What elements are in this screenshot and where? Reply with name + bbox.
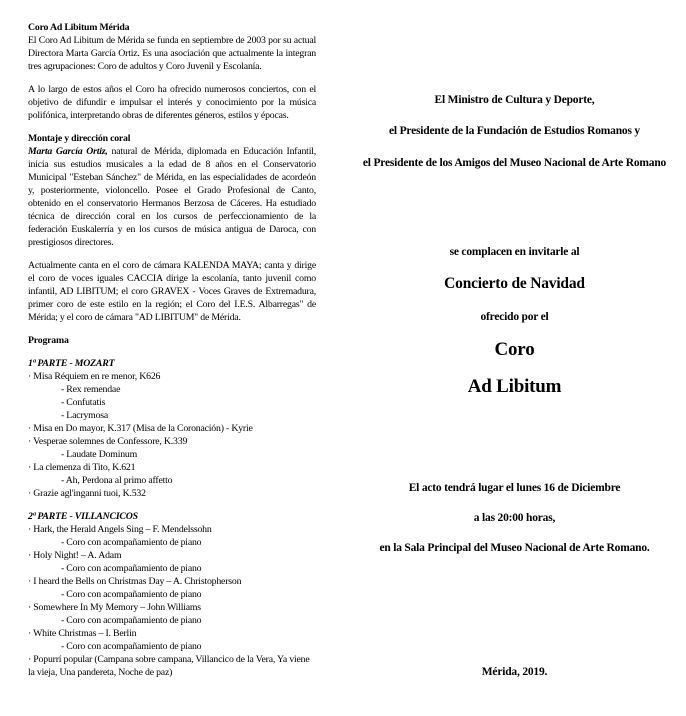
program-line: · Popurrí popular (Campana sobre campana, Villancico de la Vera, Ya viene la vieja, Una pandereta, Noche de paz)	[28, 654, 310, 678]
event-title: Concierto de Navidad	[444, 275, 585, 292]
part1-heading: 1ª PARTE - MOZART	[28, 358, 115, 369]
program-subline: - Lacrymosa	[61, 410, 109, 421]
host-line-3: el Presidente de los Amigos del Museo Nacional de Arte Romano	[362, 157, 667, 169]
program-line: · La clemenza di Tito, K.621	[28, 462, 136, 473]
program-heading: Programa	[28, 335, 69, 346]
footer-line: Mérida, 2019.	[481, 666, 548, 678]
host-line-2: el Presidente de la Fundación de Estudios Romanos y	[389, 125, 640, 137]
event-venue-line: en la Sala Principal del Museo Nacional de Arte Romano.	[379, 542, 650, 554]
director-name: Marta García Ortiz,	[28, 146, 108, 157]
program-line: · Vesperae solemnes de Confessore, K.339	[28, 436, 188, 447]
director-bio-paragraph	[28, 145, 316, 249]
spacer	[28, 347, 316, 357]
program-subline: - Coro con acompañamiento de piano	[61, 589, 202, 600]
program-subline: - Coro con acompañamiento de piano	[61, 563, 202, 574]
intro-paragraph-2: A lo largo de estos años el Coro ha ofrecido numerosos conciertos, con el objetivo de difundir e impulsar el interés y conocimiento por la música polifónica, interpretando obras de diferentes géneros, estilos y épocas.	[28, 84, 316, 121]
program-line: · Misa en Do mayor, K.317 (Misa de la Coronación) - Kyrie	[28, 423, 253, 434]
part2-heading: 2ª PARTE - VILLANCICOS	[28, 511, 138, 522]
invite-line: se complacen en invitarle al	[449, 246, 580, 258]
event-time-line: a las 20:00 horas,	[473, 512, 556, 524]
program-subline: - Coro con acompañamiento de piano	[61, 537, 202, 548]
program-line: · Grazie agl'inganni tuoi, K.532	[28, 488, 146, 499]
director-activity-paragraph: Actualmente canta en el coro de cámara KALENDA MAYA; canta y dirige el coro de voces iguales CACCIA dirige la escolanía, tanto juvenil como infantil, AD LIBITUM; el coro GRAVEX - Voces Graves de Extremadura, primer coro de este estilo en la región; el Coro del I.E.S. Albarregas" de Mérida; y el coro de cámara "AD LIBITUM" de Mérida.	[28, 260, 316, 323]
program-line: · Misa Réquiem en re menor, K626	[28, 371, 161, 382]
program-subline: - Confutatis	[61, 397, 106, 408]
program-subline: - Coro con acompañamiento de piano	[61, 615, 202, 626]
program-line: · Hark, the Herald Angels Sing – F. Mendelssohn	[28, 524, 212, 535]
program-subline: - Laudate Dominum	[61, 449, 138, 460]
host-line-1: El Ministro de Cultura y Deporte,	[434, 94, 595, 106]
direction-heading: Montaje y dirección coral	[28, 133, 131, 144]
spacer	[28, 73, 316, 83]
right-column	[343, 0, 686, 716]
program-line: · Somewhere In My Memory – John Williams	[28, 602, 201, 613]
choir-name-line-2: Ad Libitum	[467, 376, 562, 397]
spacer	[28, 249, 316, 259]
program-subline: - Coro con acompañamiento de piano	[61, 641, 202, 652]
offered-by-line: ofrecido por el	[480, 311, 549, 323]
program-subline: - Rex remendae	[61, 384, 121, 395]
event-date-line: El acto tendrá lugar el lunes 16 de Diciembre	[408, 482, 621, 494]
program-line: · Holy Night! – A. Adam	[28, 550, 122, 561]
left-column	[28, 21, 316, 679]
program-line: · White Christmas – I. Berlin	[28, 628, 137, 639]
intro-paragraph-1: El Coro Ad Libitum de Mérida se funda en septiembre de 2003 por su actual Directora Marta García Ortiz. Es una asociación que actualmente la integran tres agrupaciones: Coro de adultos y Coro Juvenil y Escolanía.	[28, 35, 316, 72]
program-subline: - Ah, Perdona al primo affetto	[61, 475, 173, 486]
program-line: · I heard the Bells on Christmas Day – A. Christopherson	[28, 576, 242, 587]
spacer	[28, 122, 316, 132]
choir-title: Coro Ad Libitum Mérida	[28, 22, 130, 33]
director-bio-text: natural de Mérida, diplomada en Educación Infantil, inicia sus estudios musicales a la edad de 8 años en el Conservatorio Municipal "Esteban Sánchez" de Mérida, en las especialidades de acordeón y, posteriormente, violoncello. Posee el Grado Profesional de Canto, obtenido en el conservatorio Hermanos Berzosa de Cáceres. Ha estudiado técnica de dirección coral en los cursos de perfeccionamiento de la federación Euskalerría y en los cursos de música antigua de Daroca, con prestigiosos directores.	[28, 146, 316, 248]
spacer	[28, 500, 316, 510]
choir-name-line-1: Coro	[494, 339, 535, 360]
spacer	[28, 324, 316, 334]
